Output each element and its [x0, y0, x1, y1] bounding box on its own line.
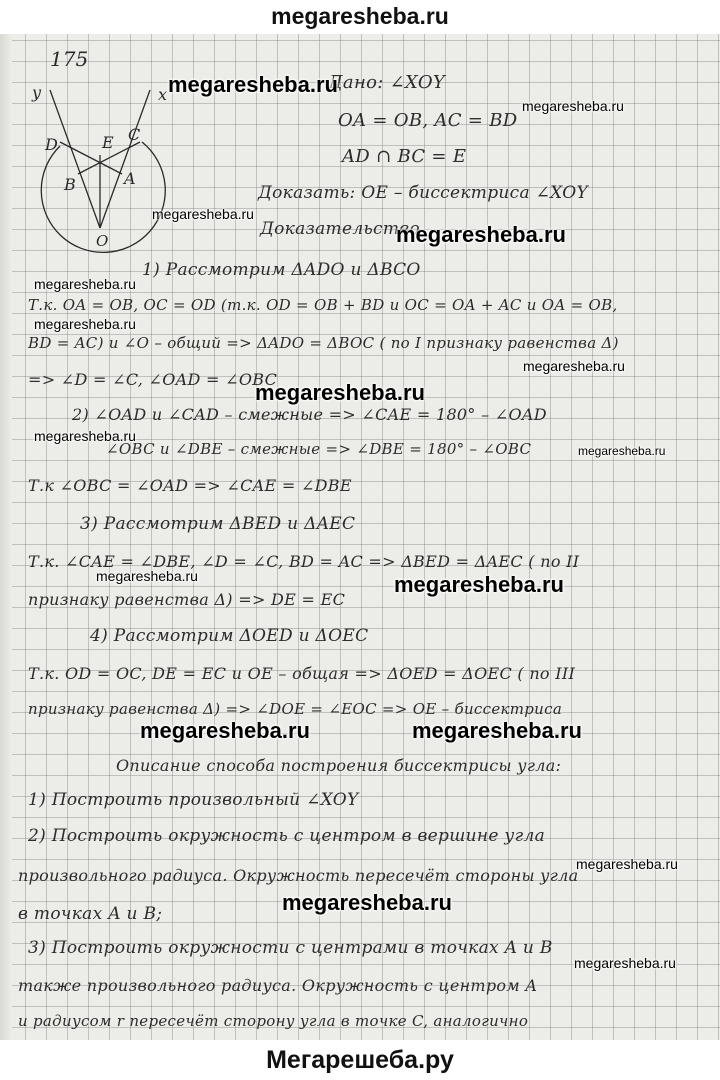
given-equalities: OA = OB, AC = BD — [338, 110, 518, 131]
watermark: megaresheba.ru — [522, 98, 624, 114]
step-2-line-1: 2) ∠OAD и ∠CAD – смежные => ∠CAE = 180° – ∠OAD — [72, 405, 547, 424]
proof-heading: Доказательство — [260, 219, 420, 239]
label-o: O — [96, 232, 109, 250]
header-site-title: megaresheba.ru — [271, 3, 449, 29]
label-e: E — [102, 133, 114, 152]
watermark: megaresheba.ru — [96, 568, 198, 584]
watermark: megaresheba.ru — [412, 718, 582, 743]
construction-step-2-line-1: 2) Построить окружность с центром в вершине угла — [28, 826, 546, 846]
step-2-line-2: ∠OBC и ∠DBE – смежные => ∠DBE = 180° – ∠OBC — [106, 440, 532, 458]
step-3-heading: 3) Рассмотрим ΔBED и ΔAEC — [80, 514, 356, 534]
label-b: B — [64, 175, 76, 194]
watermark: megaresheba.ru — [255, 380, 425, 405]
site-footer — [0, 1040, 720, 1080]
label-a: A — [124, 169, 136, 188]
step-1-line-2: BD = AC) и ∠O – общий => ΔADO = ΔBOC ( по I признаку равенства Δ) — [28, 334, 619, 352]
watermark: megaresheba.ru — [168, 72, 338, 97]
watermark: megaresheba.ru — [140, 718, 310, 743]
construction-step-2-line-2: произвольного радиуса. Окружность пересечёт стороны угла — [18, 866, 579, 885]
page-left-edge — [0, 34, 12, 1040]
step-1-line-1: Т.к. OA = OB, OC = OD (т.к. OD = OB + BD и OC = OA + AC и OA = OB, — [28, 296, 618, 314]
label-y: y — [32, 83, 42, 102]
construction-step-3-line-2: также произвольного радиуса. Окружность с центром A — [18, 976, 538, 995]
watermark: megaresheba.ru — [34, 276, 136, 292]
step-4-line-1: Т.к. OD = OC, DE = EC и OE – общая => ΔOED = ΔOEC ( по III — [28, 664, 576, 683]
construction-step-3-line-1: 3) Построить окружности с центрами в точках A и B — [28, 938, 553, 958]
label-x: x — [158, 85, 168, 104]
watermark: megaresheba.ru — [282, 890, 452, 915]
step-4-line-2: признаку равенства Δ) => ∠DOE = ∠EOC => OE – биссектриса — [28, 700, 563, 718]
step-4-heading: 4) Рассмотрим ΔOED и ΔOEC — [90, 626, 369, 646]
given-angle: Дано: ∠XOY — [328, 72, 446, 93]
watermark: megaresheba.ru — [574, 955, 676, 971]
site-header — [0, 0, 720, 34]
watermark: megaresheba.ru — [576, 856, 678, 872]
step-2-line-3: Т.к ∠OBC = ∠OAD => ∠CAE = ∠DBE — [28, 476, 352, 495]
construction-step-2-line-3: в точках A и B; — [18, 904, 163, 924]
step-1-line-3: => ∠D = ∠C, ∠OAD = ∠OBC — [28, 370, 278, 389]
to-prove: Доказать: OE – биссектриса ∠XOY — [258, 183, 589, 203]
watermark: megaresheba.ru — [152, 206, 254, 222]
watermark: megaresheba.ru — [396, 222, 566, 247]
watermark: megaresheba.ru — [578, 444, 666, 458]
watermark: megaresheba.ru — [523, 358, 625, 374]
watermark: megaresheba.ru — [34, 316, 136, 332]
construction-step-1: 1) Построить произвольный ∠XOY — [28, 790, 359, 810]
step-3-line-2: признаку равенства Δ) => DE = EC — [28, 590, 346, 609]
given-intersection: AD ∩ BC = E — [342, 146, 467, 167]
step-3-line-1: Т.к. ∠CAE = ∠DBE, ∠D = ∠C, BD = AC => ΔBED = ΔAEC ( по II — [28, 552, 580, 571]
problem-number: 175 — [50, 47, 89, 71]
construction-heading: Описание способа построения биссектрисы угла: — [116, 756, 562, 775]
construction-step-3-line-3: и радиусом r пересечёт сторону угла в точке C, аналогично — [18, 1012, 529, 1030]
watermark: megaresheba.ru — [394, 572, 564, 597]
angle-bisector-figure — [20, 47, 170, 250]
step-1-heading: 1) Рассмотрим ΔADO и ΔBCO — [142, 260, 421, 280]
label-c: C — [128, 125, 141, 144]
footer-brand: Мегарешеба.ру — [266, 1046, 454, 1074]
label-d: D — [45, 135, 58, 154]
watermark: megaresheba.ru — [34, 428, 136, 444]
